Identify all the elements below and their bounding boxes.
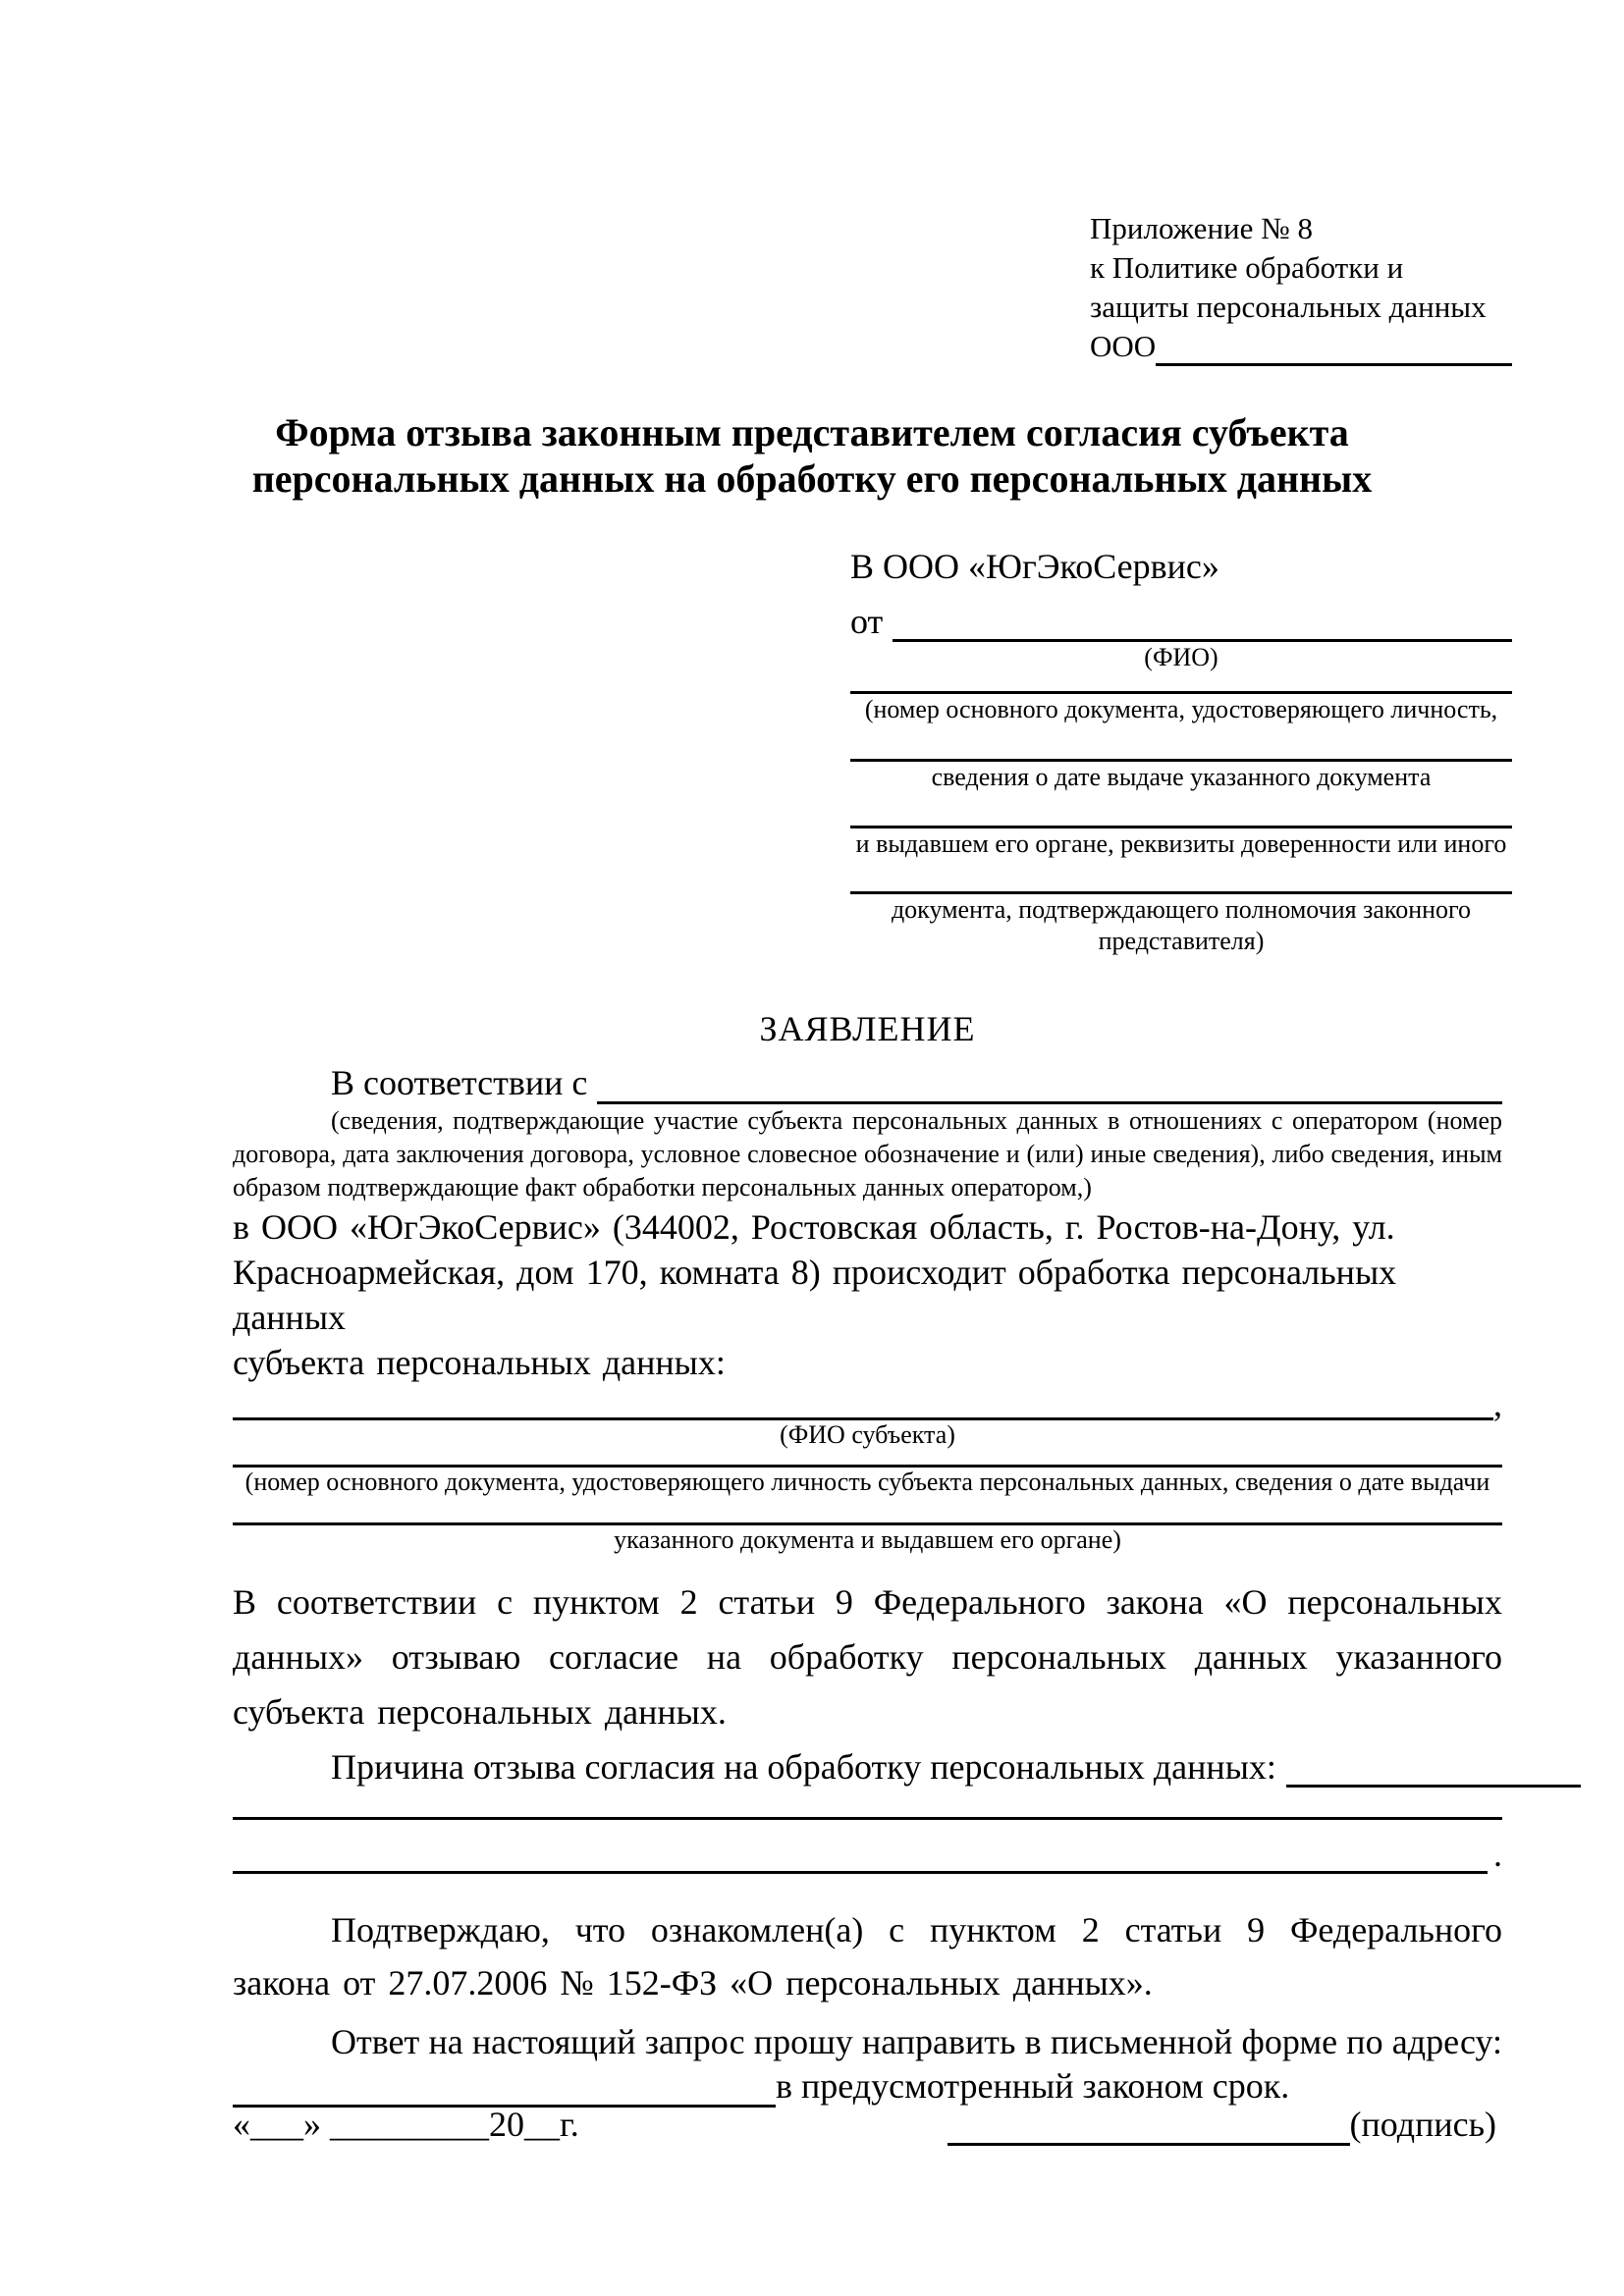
- subject-doc-caption-1: (номер основного документа, удостоверяющего личность субъекта персональных данных, сведения о дате выдачи: [244, 1468, 1490, 1496]
- signature-caption: (подпись): [1349, 2105, 1496, 2144]
- statement-body: [233, 1006, 1502, 2108]
- representative-doc-blank-line-3: [850, 793, 1512, 828]
- addressee-to: В ООО «ЮгЭкоСервис»: [850, 547, 1219, 586]
- reply-address-field: [233, 2064, 1502, 2108]
- ooo-label: ООО: [1090, 329, 1157, 363]
- operator-paragraph-line-2: Красноармейская, дом 170, комната 8) происходит обработка персональных данных: [233, 1253, 1397, 1337]
- operator-paragraph: [233, 1204, 1502, 1385]
- representative-doc-blank-line-2: [850, 725, 1512, 762]
- signature-field: [947, 2103, 1496, 2146]
- confirm-paragraph: Подтверждаю, что ознакомлен(а) с пунктом 2 статьи 9 Федерального закона от 27.07.2006 № 152-ФЗ «О персональных данных».: [233, 1910, 1502, 2002]
- reason-blank-line-1: [1286, 1785, 1581, 1788]
- appendix-line-3: защиты персональных данных: [1090, 290, 1487, 324]
- from-label: от: [850, 602, 884, 641]
- representative-doc-caption-3: и выдавшем его органе, реквизиты доверенности или иного: [855, 829, 1507, 858]
- operator-paragraph-line-3: субъекта персональных данных:: [233, 1343, 726, 1382]
- subject-fio-caption: (ФИО субъекта): [780, 1420, 955, 1449]
- addressee-block: [850, 545, 1512, 957]
- reason-period: .: [1493, 1835, 1502, 1874]
- subject-doc-blank-line-1: [233, 1450, 1502, 1468]
- representative-doc-blank-line-1: [850, 673, 1512, 694]
- subject-fio-comma: ,: [1493, 1384, 1502, 1423]
- reason-label: Причина отзыва согласия на обработку персональных данных:: [331, 1747, 1276, 1787]
- form-title-line-2: персональных данных на обработку его персональных данных: [251, 456, 1373, 501]
- subject-doc-blank-line-2: [233, 1497, 1502, 1525]
- subject-doc-caption-2: указанного документа и выдавшем его органе): [614, 1525, 1121, 1554]
- appendix-block: [1090, 209, 1512, 366]
- reason-blank-line-3-row: [233, 1820, 1502, 1874]
- ooo-blank-line: [1156, 363, 1512, 366]
- form-title-line-1: Форма отзыва законным представителем согласия субъекта: [275, 410, 1349, 454]
- operator-paragraph-line-1: в ООО «ЮгЭкоСервис» (344002, Ростовская область, г. Ростов-на-Дону, ул.: [233, 1207, 1395, 1247]
- date-field: «___» _________20__г.: [233, 2105, 579, 2144]
- basis-field: [233, 1061, 1502, 1104]
- representative-doc-blank-line-4: [850, 860, 1512, 894]
- reason-blank-line-3: [233, 1871, 1488, 1874]
- reason-field: [233, 1747, 1502, 1788]
- statement-heading: ЗАЯВЛЕНИЕ: [759, 1009, 976, 1048]
- fine-print-note: (сведения, подтверждающие участие субъекта персональных данных в отношениях с оператором (номер договора, дата заключения договора, условное словесное обозначение и (или) иные сведения), либо сведения, иным образом подтверждающие факт обработки персональных данных оператором,): [233, 1106, 1502, 1201]
- appendix-line-2: к Политике обработки и: [1090, 250, 1404, 285]
- appendix-line-1: Приложение № 8: [1090, 211, 1313, 245]
- representative-doc-caption-1: (номер основного документа, удостоверяющего личность,: [864, 695, 1498, 723]
- reply-tail-text: в предусмотренный законом срок.: [776, 2066, 1290, 2106]
- form-title: [0, 409, 1624, 502]
- representative-doc-caption-4: документа, подтверждающего полномочия законного представителя): [891, 895, 1472, 955]
- signature-row: [233, 2103, 1496, 2146]
- fio-caption: (ФИО): [1144, 643, 1218, 671]
- reply-paragraph: Ответ на настоящий запрос прошу направить в письменной форме по адресу:: [331, 2022, 1502, 2061]
- representative-doc-caption-2: сведения о дате выдаче указанного документа: [931, 763, 1432, 791]
- subject-fio-field: [233, 1384, 1502, 1423]
- basis-label: В соответствии с: [331, 1063, 588, 1102]
- reason-blank-line-2: [233, 1788, 1502, 1820]
- withdrawal-paragraph: В соответствии с пунктом 2 статьи 9 Федерального закона «О персональных данных» отзываю согласие на обработку персональных данных указанного субъекта персональных данных.: [233, 1582, 1502, 1732]
- signature-blank-line: [947, 2143, 1350, 2146]
- appendix-ooo-row: [1090, 327, 1512, 366]
- from-field: [850, 602, 1512, 642]
